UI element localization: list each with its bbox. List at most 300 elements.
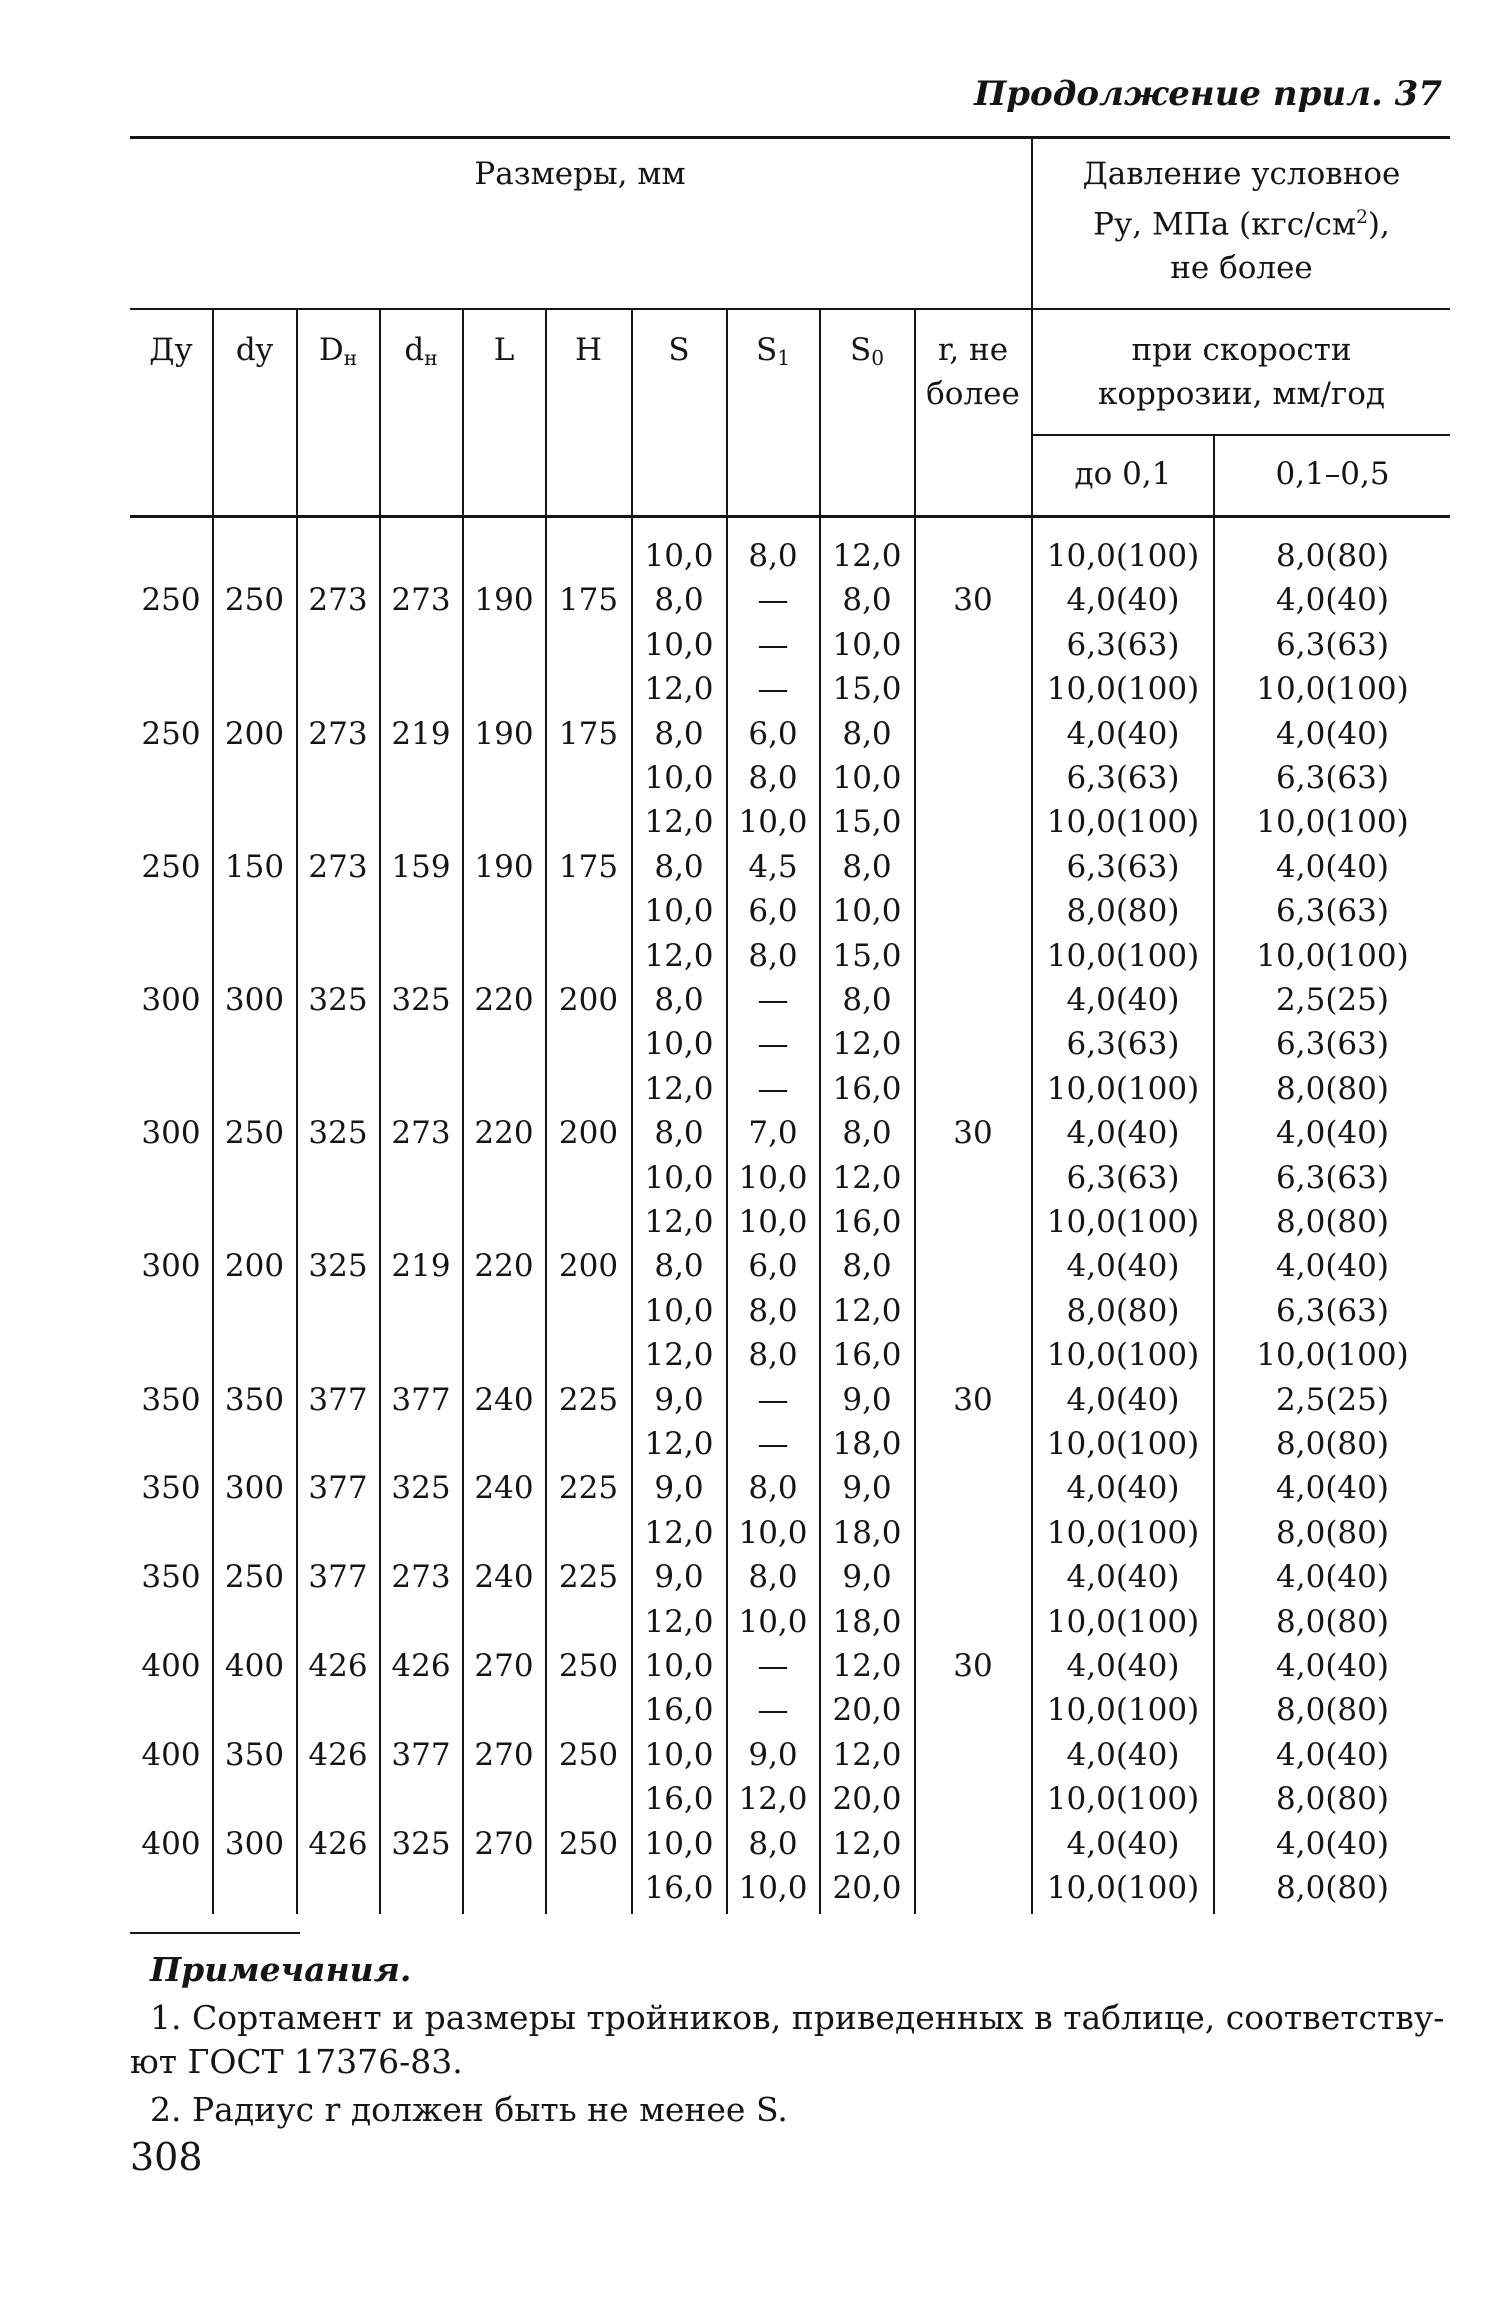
table-cell-s1: 6,0 [748, 1248, 798, 1285]
table-cell-dn: 377 [308, 1470, 368, 1507]
table-cell-r [915, 845, 1031, 889]
table-cell-l [463, 1022, 545, 1066]
table-cell-dnl: 377 [391, 1381, 451, 1418]
table-cell-s1: 8,0 [748, 760, 798, 796]
table-cell-h: 225 [558, 1470, 619, 1507]
table-cell-s: 12,0 [644, 1514, 714, 1551]
table-cell-s: 16,0 [644, 1870, 714, 1906]
table-cell-h: 225 [558, 1559, 619, 1596]
table-cell-s: 10,0 [644, 1736, 714, 1773]
table-cell-l [463, 889, 545, 933]
table-cell-s0: 9,0 [842, 1381, 892, 1418]
table-cell-s0: 15,0 [832, 804, 902, 841]
header-col-dy: dy [235, 332, 274, 368]
table-cell-s0: 12,0 [832, 1736, 902, 1773]
table-cell-dnl [380, 1289, 462, 1333]
table-cell-dnl [380, 800, 462, 844]
table-cell-s1: 10,0 [738, 1870, 808, 1906]
table-cell-dn: 377 [308, 1381, 368, 1418]
table-cell-du: 250 [141, 582, 201, 619]
table-cell-p2: 4,0(40) [1276, 1470, 1389, 1507]
table-cell-s1: 6,0 [748, 715, 798, 752]
table-cell-s0: 12,0 [832, 1648, 902, 1684]
table-cell-s: 9,0 [654, 1559, 704, 1596]
notes-block [150, 1950, 411, 1989]
table-cell-du: 350 [141, 1559, 201, 1596]
table-cell-s0: 10,0 [832, 893, 902, 930]
table-cell-h: 200 [558, 1115, 619, 1152]
table-cell-s: 10,0 [644, 1026, 714, 1063]
table-cell-r: 30 [953, 582, 993, 619]
table-cell-s0: 8,0 [842, 848, 892, 885]
table-cell-r [915, 712, 1031, 756]
table-cell-s0: 16,0 [832, 1070, 902, 1107]
table-cell-dy [213, 1289, 296, 1333]
table-cell-du [130, 800, 212, 844]
table-cell-dn: 325 [308, 982, 368, 1018]
table-cell-s0: 12,0 [832, 1159, 902, 1196]
table-cell-dn: 426 [308, 1648, 368, 1684]
table-cell-r [915, 1466, 1031, 1510]
table-cell-du [130, 1022, 212, 1066]
table-cell-du [130, 667, 212, 711]
table-top-rule [130, 136, 1450, 139]
table-cell-p2: 4,0(40) [1276, 582, 1389, 619]
header-col-h: H [574, 332, 603, 368]
table-cell-dy [213, 1777, 296, 1821]
table-cell-dn [297, 1777, 379, 1821]
header-col-p2: 0,1–0,5 [1275, 456, 1390, 492]
table-cell-s1: — [757, 1381, 789, 1418]
continuation-title: Продолжение прил. 37 [974, 74, 1442, 114]
table-cell-dn [297, 1156, 379, 1200]
header-col-r-line-2: более [926, 376, 1020, 412]
pressure-sub-rule [1033, 434, 1450, 436]
table-cell-p2: 8,0(80) [1276, 1514, 1389, 1551]
table-cell-r: 30 [953, 1648, 993, 1684]
header-col-l: L [493, 332, 515, 368]
table-cell-r [915, 1600, 1031, 1644]
header-col-s: S [668, 332, 690, 368]
table-cell-p1: 4,0(40) [1066, 1115, 1180, 1152]
table-cell-dnl: 325 [391, 1825, 451, 1862]
table-cell-dnl: 325 [391, 1470, 451, 1507]
table-cell-s0: 10,0 [832, 626, 902, 663]
table-cell-du: 300 [141, 1115, 201, 1152]
table-cell-du [130, 1422, 212, 1466]
header-bottom-rule [130, 515, 1450, 518]
table-cell-s1: 10,0 [738, 1159, 808, 1196]
table-cell-p1: 10,0(100) [1046, 804, 1200, 841]
table-cell-l: 190 [474, 582, 534, 619]
table-cell-dnl [380, 1688, 462, 1732]
table-cell-s1: 10,0 [738, 1514, 808, 1551]
table-cell-s1: — [757, 1070, 789, 1107]
table-cell-s1: 8,0 [748, 538, 798, 574]
table-cell-p2: 6,3(63) [1276, 760, 1389, 796]
table-cell-r [915, 756, 1031, 800]
table-cell-du [130, 1200, 212, 1244]
table-cell-dy: 250 [224, 582, 285, 619]
table-cell-l [463, 1511, 545, 1555]
table-cell-dnl: 426 [391, 1648, 451, 1684]
table-cell-p1: 10,0(100) [1046, 1337, 1200, 1374]
table-cell-s1: — [757, 626, 789, 663]
table-cell-s0: 20,0 [832, 1781, 902, 1818]
header-corrosion-line-2: коррозии, мм/год [1098, 376, 1385, 412]
table-cell-p1: 10,0(100) [1046, 1426, 1200, 1462]
table-cell-l: 190 [474, 848, 534, 885]
table-cell-h: 175 [558, 582, 619, 619]
footnote-rule [130, 1932, 300, 1934]
table-cell-p2: 10,0(100) [1256, 671, 1409, 708]
table-cell-s1: 8,0 [748, 1559, 798, 1596]
table-cell-du [130, 1067, 212, 1111]
table-cell-du: 350 [141, 1381, 201, 1418]
table-cell-s: 12,0 [644, 804, 714, 841]
table-cell-dn [297, 623, 379, 667]
table-cell-s0: 16,0 [832, 1204, 902, 1240]
table-cell-dy [213, 623, 296, 667]
table-cell-dy [213, 800, 296, 844]
table-cell-r: 30 [953, 1115, 993, 1152]
table-cell-h: 250 [558, 1648, 619, 1684]
table-cell-l [463, 623, 545, 667]
table-cell-r [915, 1422, 1031, 1466]
table-cell-p1: 4,0(40) [1066, 582, 1180, 619]
table-cell-dy: 350 [224, 1381, 285, 1418]
table-cell-dy [213, 534, 296, 578]
table-cell-r [915, 978, 1031, 1022]
table-cell-s1: 7,0 [748, 1115, 798, 1152]
table-cell-l [463, 534, 545, 578]
table-cell-s: 12,0 [644, 1070, 714, 1107]
table-cell-dn [297, 1333, 379, 1377]
table-cell-dnl [380, 623, 462, 667]
table-cell-s0: 8,0 [842, 982, 892, 1018]
table-cell-p2: 8,0(80) [1276, 1070, 1389, 1107]
table-cell-p1: 6,3(63) [1066, 626, 1180, 663]
table-cell-s: 12,0 [644, 1426, 714, 1462]
table-cell-r [915, 1289, 1031, 1333]
table-cell-p1: 10,0(100) [1046, 1692, 1200, 1729]
table-cell-dn [297, 1200, 379, 1244]
header-pressure-line-1: Давление условное [1082, 156, 1401, 192]
table-cell-p2: 6,3(63) [1276, 1026, 1389, 1063]
table-cell-s0: 8,0 [842, 715, 892, 752]
header-mid-rule [130, 308, 1450, 310]
table-cell-dn [297, 1422, 379, 1466]
table-cell-du: 350 [141, 1470, 201, 1507]
table-cell-du [130, 889, 212, 933]
table-cell-du: 250 [141, 715, 201, 752]
table-cell-dn: 377 [308, 1559, 368, 1596]
table-cell-dnl [380, 1022, 462, 1066]
table-cell-r [915, 1333, 1031, 1377]
table-cell-s1: 8,0 [748, 1292, 798, 1329]
table-cell-p2: 4,0(40) [1276, 1115, 1389, 1152]
table-cell-s1: 6,0 [748, 893, 798, 930]
table-cell-s: 10,0 [644, 1825, 714, 1862]
table-cell-du [130, 534, 212, 578]
table-cell-p2: 10,0(100) [1256, 937, 1409, 974]
table-cell-dn: 273 [308, 582, 368, 619]
table-cell-p2: 8,0(80) [1276, 1870, 1389, 1906]
table-cell-h [546, 1289, 631, 1333]
table-cell-dy: 250 [224, 1115, 285, 1152]
table-cell-dnl: 219 [391, 1248, 451, 1285]
table-cell-dn [297, 534, 379, 578]
table-cell-dy: 300 [224, 1470, 285, 1507]
table-cell-h: 200 [558, 1248, 619, 1285]
table-cell-p1: 4,0(40) [1066, 1559, 1180, 1596]
table-cell-l: 240 [474, 1470, 534, 1507]
table-cell-dnl [380, 1200, 462, 1244]
table-cell-dn [297, 667, 379, 711]
table-cell-dy [213, 1866, 296, 1910]
table-cell-s1: 8,0 [748, 937, 798, 974]
table-cell-s: 10,0 [644, 1292, 714, 1329]
table-cell-h [546, 1156, 631, 1200]
table-cell-dnl [380, 1333, 462, 1377]
table-cell-dy: 300 [224, 982, 285, 1018]
table-cell-s0: 18,0 [832, 1603, 902, 1640]
table-cell-dn [297, 1511, 379, 1555]
note-1-line-2: ют ГОСТ 17376-83. [130, 2042, 463, 2081]
table-cell-l [463, 1866, 545, 1910]
table-cell-s0: 12,0 [832, 538, 902, 574]
table-cell-s1: 9,0 [748, 1736, 798, 1773]
table-cell-dn: 325 [308, 1248, 368, 1285]
header-col-r-line-1: r, не [937, 332, 1009, 368]
table-cell-r [915, 1067, 1031, 1111]
table-cell-h [546, 934, 631, 978]
table-cell-du [130, 1333, 212, 1377]
table-cell-dy [213, 1600, 296, 1644]
table-cell-r [915, 889, 1031, 933]
table-cell-s: 9,0 [654, 1470, 704, 1507]
table-cell-s: 8,0 [654, 1248, 704, 1285]
table-cell-dn [297, 1067, 379, 1111]
table-cell-r [915, 1200, 1031, 1244]
table-cell-s1: 4,5 [748, 848, 798, 885]
table-cell-p1: 4,0(40) [1066, 1381, 1180, 1418]
table-cell-p2: 8,0(80) [1276, 538, 1389, 574]
table-cell-s0: 9,0 [842, 1470, 892, 1507]
table-cell-dy [213, 1156, 296, 1200]
table-cell-dnl: 159 [391, 848, 451, 885]
table-cell-p1: 4,0(40) [1066, 1248, 1180, 1285]
table-cell-l: 190 [474, 715, 534, 752]
table-cell-p2: 6,3(63) [1276, 626, 1389, 663]
table-cell-dn [297, 934, 379, 978]
table-cell-r [915, 1244, 1031, 1288]
table-cell-s1: 8,0 [748, 1337, 798, 1374]
header-col-s0: $S_0$ [849, 332, 885, 371]
table-cell-s0: 8,0 [842, 1115, 892, 1152]
table-cell-p1: 4,0(40) [1066, 1648, 1180, 1684]
table-cell-l [463, 1156, 545, 1200]
table-cell-l [463, 934, 545, 978]
table-cell-p1: 10,0(100) [1046, 1870, 1200, 1906]
table-cell-s1: 8,0 [748, 1470, 798, 1507]
table-cell-l: 240 [474, 1559, 534, 1596]
table-cell-s: 12,0 [644, 1204, 714, 1240]
table-cell-dy: 150 [224, 848, 285, 885]
table-cell-l: 270 [474, 1825, 534, 1862]
table-cell-dnl: 273 [391, 582, 451, 619]
table-cell-s0: 8,0 [842, 1248, 892, 1285]
table-cell-p2: 4,0(40) [1276, 848, 1389, 885]
table-cell-s: 10,0 [644, 760, 714, 796]
table-cell-p1: 4,0(40) [1066, 1470, 1180, 1507]
table-cell-dnl [380, 1067, 462, 1111]
table-cell-p1: 6,3(63) [1066, 1159, 1180, 1196]
table-cell-p1: 6,3(63) [1066, 848, 1180, 885]
header-col-r [915, 328, 1031, 416]
table-cell-s1: 8,0 [748, 1825, 798, 1862]
table-cell-r [915, 623, 1031, 667]
table-cell-s: 10,0 [644, 626, 714, 663]
table-cell-dnl [380, 667, 462, 711]
table-cell-s1: 10,0 [738, 1204, 808, 1240]
table-cell-dnl [380, 1422, 462, 1466]
table-cell-h [546, 1688, 631, 1732]
table-cell-r [915, 1156, 1031, 1200]
table-cell-dy [213, 756, 296, 800]
table-cell-l [463, 1688, 545, 1732]
table-cell-du [130, 623, 212, 667]
header-pressure-line-2: Ру, МПа $(кгс/см^2)$, [1093, 206, 1390, 243]
table-cell-p1: 4,0(40) [1066, 982, 1180, 1018]
table-cell-s: 9,0 [654, 1381, 704, 1418]
table-cell-du: 400 [141, 1825, 201, 1862]
table-cell-p2: 10,0(100) [1256, 804, 1409, 841]
table-cell-h [546, 623, 631, 667]
table-cell-r [915, 934, 1031, 978]
table-cell-p2: 4,0(40) [1276, 1736, 1389, 1773]
table-cell-h: 175 [558, 848, 619, 885]
table-cell-s0: 12,0 [832, 1825, 902, 1862]
table-cell-h [546, 800, 631, 844]
table-cell-s: 10,0 [644, 538, 714, 574]
table-cell-p1: 10,0(100) [1046, 1204, 1200, 1240]
table-cell-dnl [380, 1777, 462, 1821]
table-cell-h [546, 1777, 631, 1821]
table-cell-du [130, 1866, 212, 1910]
table-cell-s0: 10,0 [832, 760, 902, 796]
table-cell-dn [297, 800, 379, 844]
table-cell-r [915, 1511, 1031, 1555]
table-cell-r [915, 534, 1031, 578]
table-cell-dnl [380, 1156, 462, 1200]
table-cell-s: 16,0 [644, 1781, 714, 1818]
table-cell-s0: 20,0 [832, 1870, 902, 1906]
table-cell-h [546, 667, 631, 711]
table-cell-s: 16,0 [644, 1692, 714, 1729]
table-cell-s1: 10,0 [738, 1603, 808, 1640]
table-cell-p2: 8,0(80) [1276, 1426, 1389, 1462]
table-cell-du: 300 [141, 982, 201, 1018]
table-cell-p1: 10,0(100) [1046, 671, 1200, 708]
table-cell-du [130, 756, 212, 800]
table-cell-s1: — [757, 1648, 789, 1684]
table-cell-s0: 16,0 [832, 1337, 902, 1374]
table-cell-p2: 4,0(40) [1276, 715, 1389, 752]
table-cell-h: 200 [558, 982, 619, 1018]
table-cell-p2: 8,0(80) [1276, 1781, 1389, 1818]
table-cell-s0: 20,0 [832, 1692, 902, 1729]
table-cell-s: 8,0 [654, 982, 704, 1018]
table-cell-p2: 4,0(40) [1276, 1648, 1389, 1684]
table-cell-dnl: 219 [391, 715, 451, 752]
table-cell-p2: 6,3(63) [1276, 1159, 1389, 1196]
table-cell-l [463, 800, 545, 844]
header-sizes-group: Размеры, мм [474, 156, 686, 192]
table-cell-s0: 15,0 [832, 671, 902, 708]
table-cell-l: 220 [474, 982, 534, 1018]
table-cell-dy [213, 1022, 296, 1066]
table-cell-s1: — [757, 982, 789, 1018]
table-cell-p1: 10,0(100) [1046, 937, 1200, 974]
table-cell-l: 220 [474, 1115, 534, 1152]
table-cell-p2: 8,0(80) [1276, 1603, 1389, 1640]
table-cell-dnl [380, 1600, 462, 1644]
table-cell-p2: 10,0(100) [1256, 1337, 1409, 1374]
table-cell-l [463, 1422, 545, 1466]
table-cell-s: 10,0 [644, 1648, 714, 1684]
header-pressure-line-3: не более [1170, 250, 1313, 287]
table-cell-s: 10,0 [644, 893, 714, 930]
table-cell-dn [297, 1688, 379, 1732]
table-cell-dnl [380, 756, 462, 800]
table-cell-s: 12,0 [644, 937, 714, 974]
table-cell-dn: 426 [308, 1825, 368, 1862]
table-cell-p2: 4,0(40) [1276, 1248, 1389, 1285]
table-cell-p1: 10,0(100) [1046, 1514, 1200, 1551]
table-cell-s: 8,0 [654, 1115, 704, 1152]
table-cell-s0: 18,0 [832, 1426, 902, 1462]
table-cell-dn: 325 [308, 1115, 368, 1152]
table-cell-s0: 12,0 [832, 1292, 902, 1329]
table-cell-l [463, 1289, 545, 1333]
table-cell-dnl [380, 1866, 462, 1910]
table-cell-l [463, 667, 545, 711]
table-cell-s: 8,0 [654, 582, 704, 619]
table-cell-s1: — [757, 582, 789, 619]
table-cell-p2: 2,5(25) [1276, 1381, 1389, 1418]
table-cell-du [130, 1511, 212, 1555]
table-cell-p2: 2,5(25) [1276, 982, 1389, 1018]
table-cell-l: 240 [474, 1381, 534, 1418]
table-cell-dy [213, 1511, 296, 1555]
table-cell-s1: 10,0 [738, 804, 808, 841]
notes-title: Примечания. [150, 1950, 412, 1989]
table-cell-p1: 4,0(40) [1066, 1825, 1180, 1862]
table-cell-p1: 10,0(100) [1046, 538, 1200, 574]
table-cell-dy: 250 [224, 1559, 285, 1596]
table-cell-p2: 8,0(80) [1276, 1692, 1389, 1729]
table-cell-s0: 12,0 [832, 1026, 902, 1063]
header-col-dn: $D_н$ [318, 332, 358, 371]
note-2: 2. Радиус r должен быть не менее S. [150, 2090, 788, 2129]
table-cell-h [546, 1866, 631, 1910]
table-cell-dnl [380, 934, 462, 978]
header-corrosion-line-1: при скорости [1131, 332, 1352, 368]
table-cell-s1: 12,0 [738, 1781, 808, 1818]
table-cell-du: 300 [141, 1248, 201, 1285]
table-cell-s1: — [757, 1692, 789, 1729]
